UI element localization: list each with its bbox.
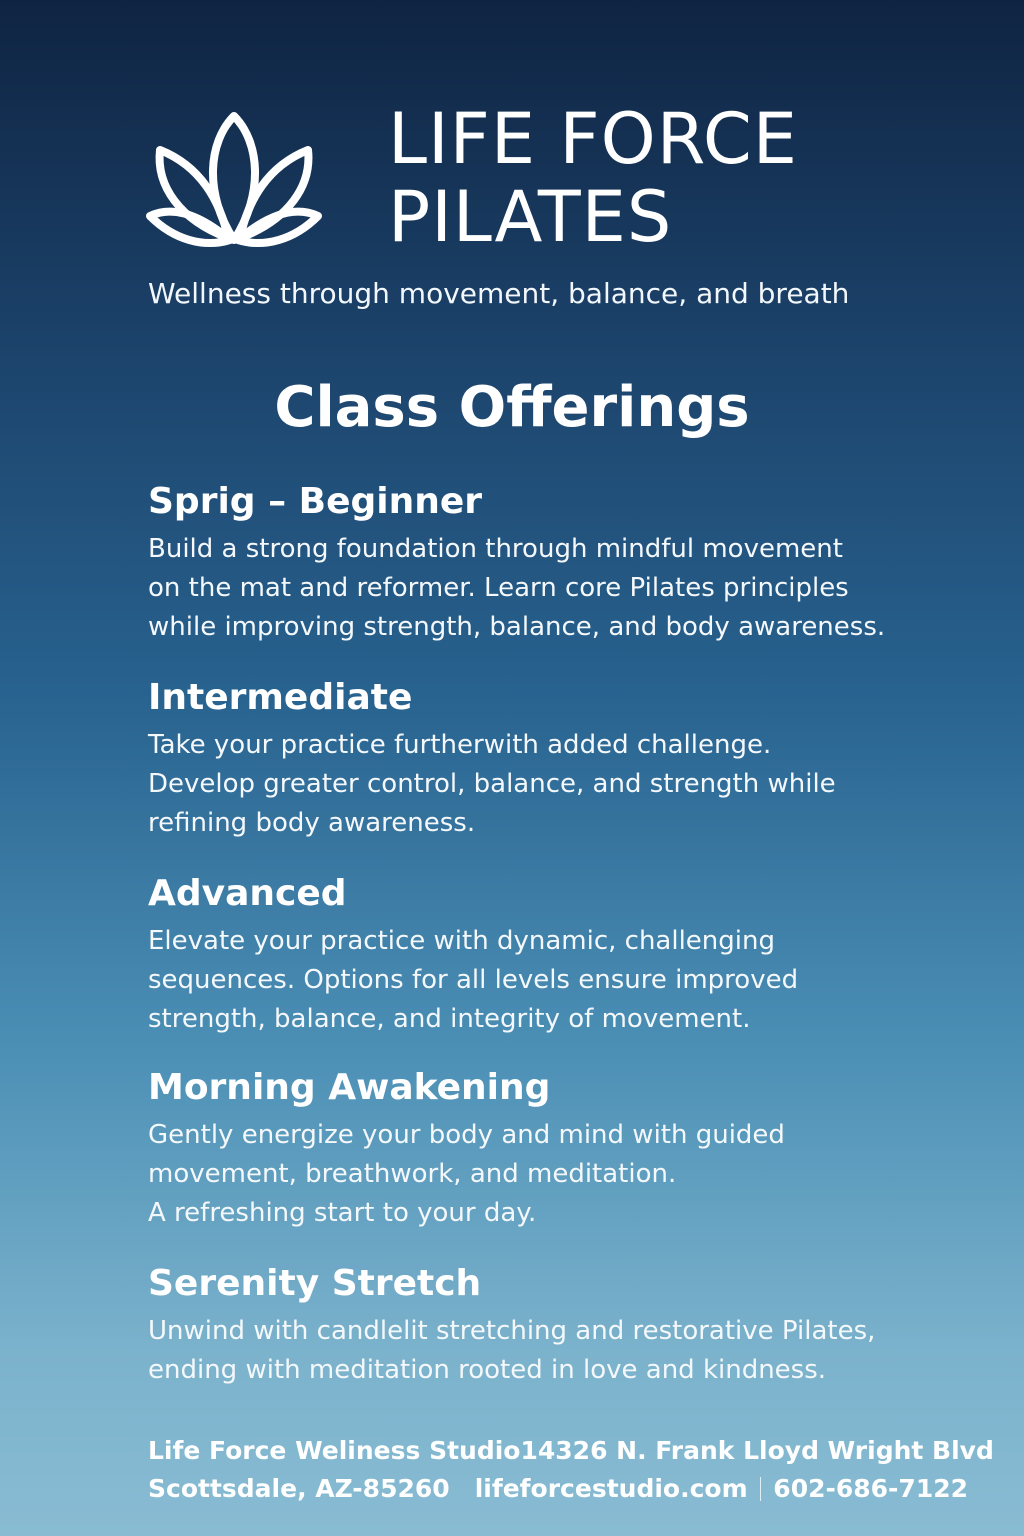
- class-description-line: Build a strong foundation through mindful movement: [148, 534, 843, 564]
- class-name: Sprig – Beginner: [148, 481, 483, 522]
- city-address: Scottsdale, AZ-85260: [148, 1474, 450, 1503]
- class-description-line: strength, balance, and integrity of movement.: [148, 1004, 751, 1034]
- class-item-sprig-beginner: [148, 480, 948, 647]
- class-description-line: on the mat and reformer. Learn core Pilates principles: [148, 573, 849, 603]
- class-item-morning-awakening: [148, 1066, 948, 1233]
- lotus-icon: [146, 108, 322, 248]
- brand-title-line-1: LIFE FORCE: [388, 98, 799, 180]
- footer-line-city-contact: [148, 1470, 968, 1508]
- class-item-intermediate: [148, 676, 948, 843]
- class-description-line: A refreshing start to your day.: [148, 1198, 537, 1228]
- class-offerings-heading: Class Offerings: [274, 375, 750, 440]
- brand-tagline: Wellness through movement, balance, and breath: [148, 277, 850, 310]
- class-description-line: Gently energize your body and mind with guided: [148, 1120, 785, 1150]
- class-description-line: Develop greater control, balance, and strength while: [148, 769, 836, 799]
- class-description-line: Elevate your practice with dynamic, challenging: [148, 926, 775, 956]
- brand-title-line-2: PILATES: [388, 176, 673, 258]
- class-description: [148, 1312, 948, 1390]
- class-description-line: movement, breathwork, and meditation.: [148, 1159, 677, 1189]
- class-description: [148, 1116, 948, 1233]
- phone-number[interactable]: 602-686-7122: [773, 1474, 968, 1503]
- class-name: Advanced: [148, 873, 347, 914]
- class-description-line: while improving strength, balance, and body awareness.: [148, 612, 886, 642]
- class-description: [148, 922, 948, 1039]
- footer-divider: [760, 1477, 762, 1501]
- class-item-advanced: [148, 872, 948, 1039]
- studio-name: Life Force Weliness Studio: [148, 1436, 521, 1465]
- class-name: Morning Awakening: [148, 1067, 551, 1108]
- class-name: Serenity Stretch: [148, 1263, 482, 1304]
- footer-line-studio-address: [148, 1432, 994, 1470]
- class-description-line: sequences. Options for all levels ensure improved: [148, 965, 799, 995]
- class-name: Intermediate: [148, 677, 413, 718]
- class-description: [148, 726, 948, 843]
- street-address: 14326 N. Frank Lloyd Wright Blvd: [520, 1436, 994, 1465]
- class-description-line: refining body awareness.: [148, 808, 476, 838]
- website-link[interactable]: lifeforcestudio.com: [474, 1474, 748, 1503]
- class-description: [148, 530, 948, 647]
- brand-title: [388, 100, 988, 256]
- class-description-line: Take your practice furtherwith added challenge.: [148, 730, 772, 760]
- class-description-line: Unwind with candlelit stretching and restorative Pilates,: [148, 1316, 876, 1346]
- class-description-line: ending with meditation rooted in love and kindness.: [148, 1355, 827, 1385]
- studio-contact-footer: [148, 1432, 994, 1508]
- class-item-serenity-stretch: [148, 1262, 948, 1390]
